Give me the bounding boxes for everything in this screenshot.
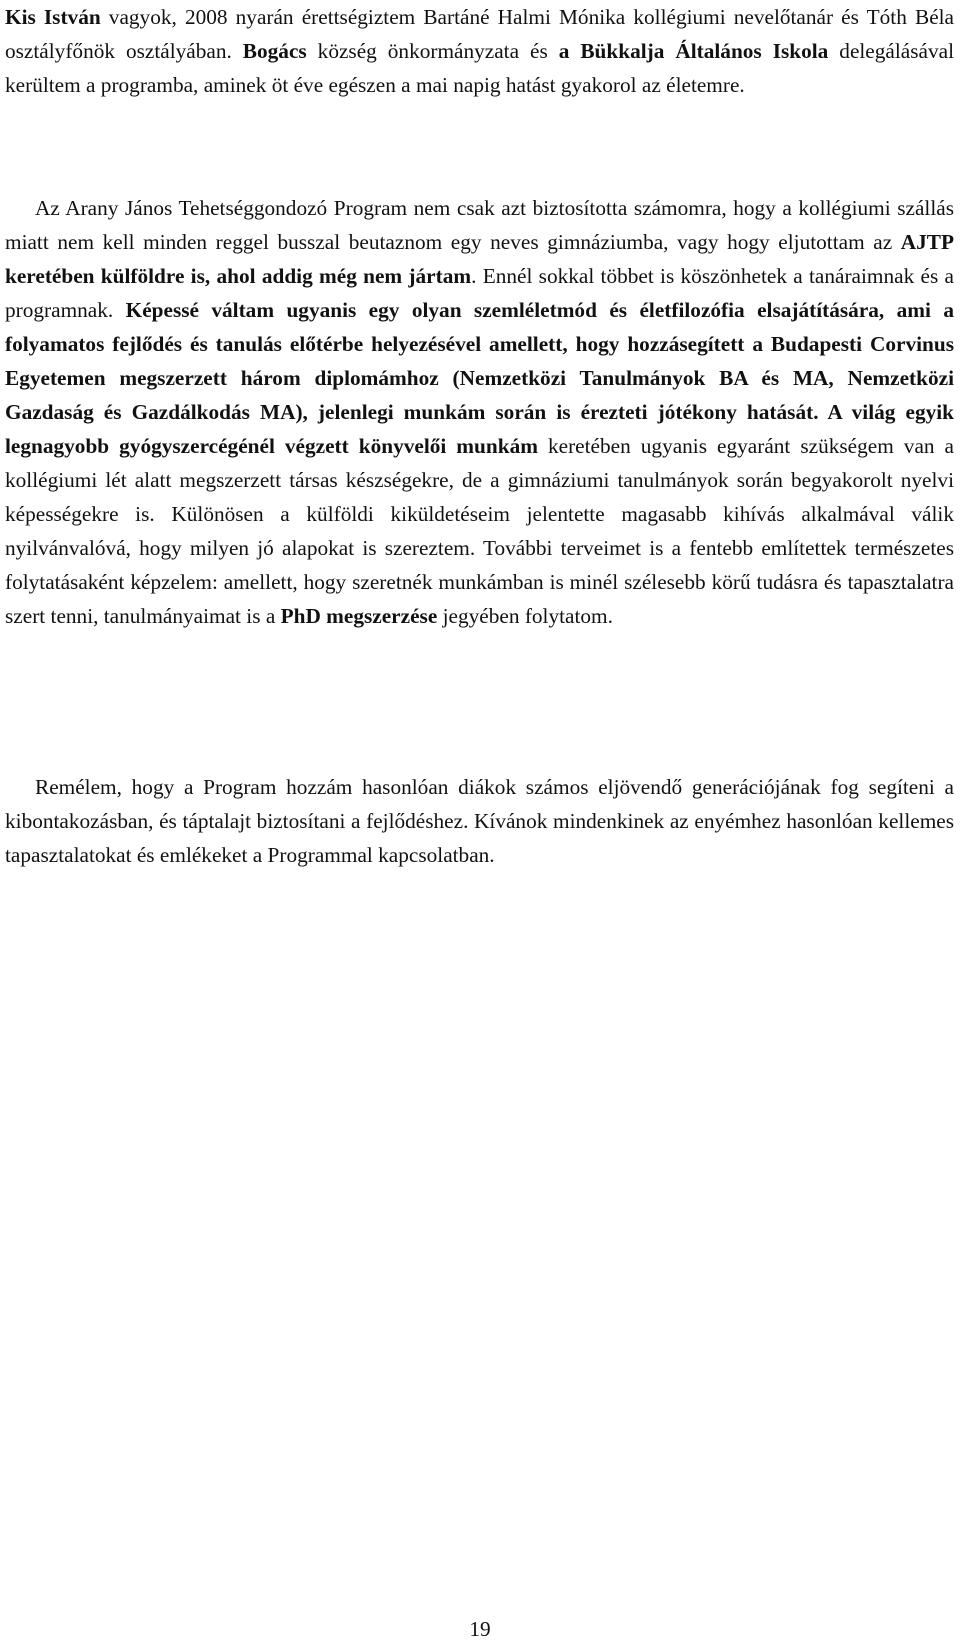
paragraph-program <box>5 191 954 633</box>
text-span: vagyok, 2008 nyarán érettségiztem Bartáné Halmi Mónika kollégiumi nevelőtanár és Tóth Béla osztályfőnök osztályában. <box>5 5 955 63</box>
text-span: a Bükkalja Általános Iskola <box>558 39 829 63</box>
text-span: Az Arany János Tehetséggondozó Program nem csak azt biztosította számomra, hogy a kollégiumi szállás miatt nem kell minden reggel busszal beutaznom egy neves gimnáziumba, vagy hogy eljutottam az <box>5 196 954 254</box>
page-number: 19 <box>469 1617 491 1641</box>
text-span: Képessé váltam ugyanis egy olyan szemléletmód és életfilozófia elsajátítására, ami a folyamatos fejlődés és tanulás előtérbe helyezésével amellett, hogy hozzásegített a Budapesti Corvinus Egyetemen megszerzett három diplomámhoz (Nemzetközi Tanulmányok BA és MA, Nemzetközi Gazdaság és Gazdálkodás MA), jelenlegi munkám során is érezteti jótékony hatását. A világ egyik legnagyobb gyógyszercégénél végzett könyvelői munkám <box>5 298 954 458</box>
text-span: község önkormányzata és <box>306 39 559 63</box>
text-span: jegyében folytatom. <box>437 604 613 628</box>
paragraph-intro <box>5 0 954 102</box>
text-span: delegálásával kerültem a programba, aminek öt éve egészen a mai napig hatást gyakorol az életemre. <box>5 39 954 97</box>
text-span: Bogács <box>242 39 307 63</box>
text-span: PhD megszerzése <box>280 604 438 628</box>
text-span: . Ennél sokkal többet is köszönhetek a tanáraimnak és a programnak. <box>5 264 954 322</box>
text-span: keretében ugyanis egyaránt szükségem van a kollégiumi lét alatt megszerzett társas készségekre, de a gimnáziumi tanulmányok során begyakorolt nyelvi képességekre is. Különösen a külföldi kiküldetéseim jelentette magasabb kihívás alkalmával válik nyilvánvalóvá, hogy milyen jó alapokat is szereztem. További terveimet is a fentebb említettek természetes folytatásaként képzelem: amellett, hogy szeretnék munkámban is minél szélesebb körű tudásra és tapasztalatra szert tenni, tanulmányaimat is a <box>5 434 955 628</box>
text-span: Kis István <box>5 5 101 29</box>
paragraph-closing <box>5 770 954 872</box>
text-span: Remélem, hogy a Program hozzám hasonlóan diákok számos eljövendő generációjának fog segíteni a kibontakozásban, és táptalajt biztosítani a fejlődéshez. Kívánok mindenkinek az enyémhez hasonlóan kellemes tapasztalatokat és emlékeket a Programmal kapcsolatban. <box>5 775 954 867</box>
text-span: AJTP keretében külföldre is, ahol addig még nem jártam <box>5 230 954 288</box>
